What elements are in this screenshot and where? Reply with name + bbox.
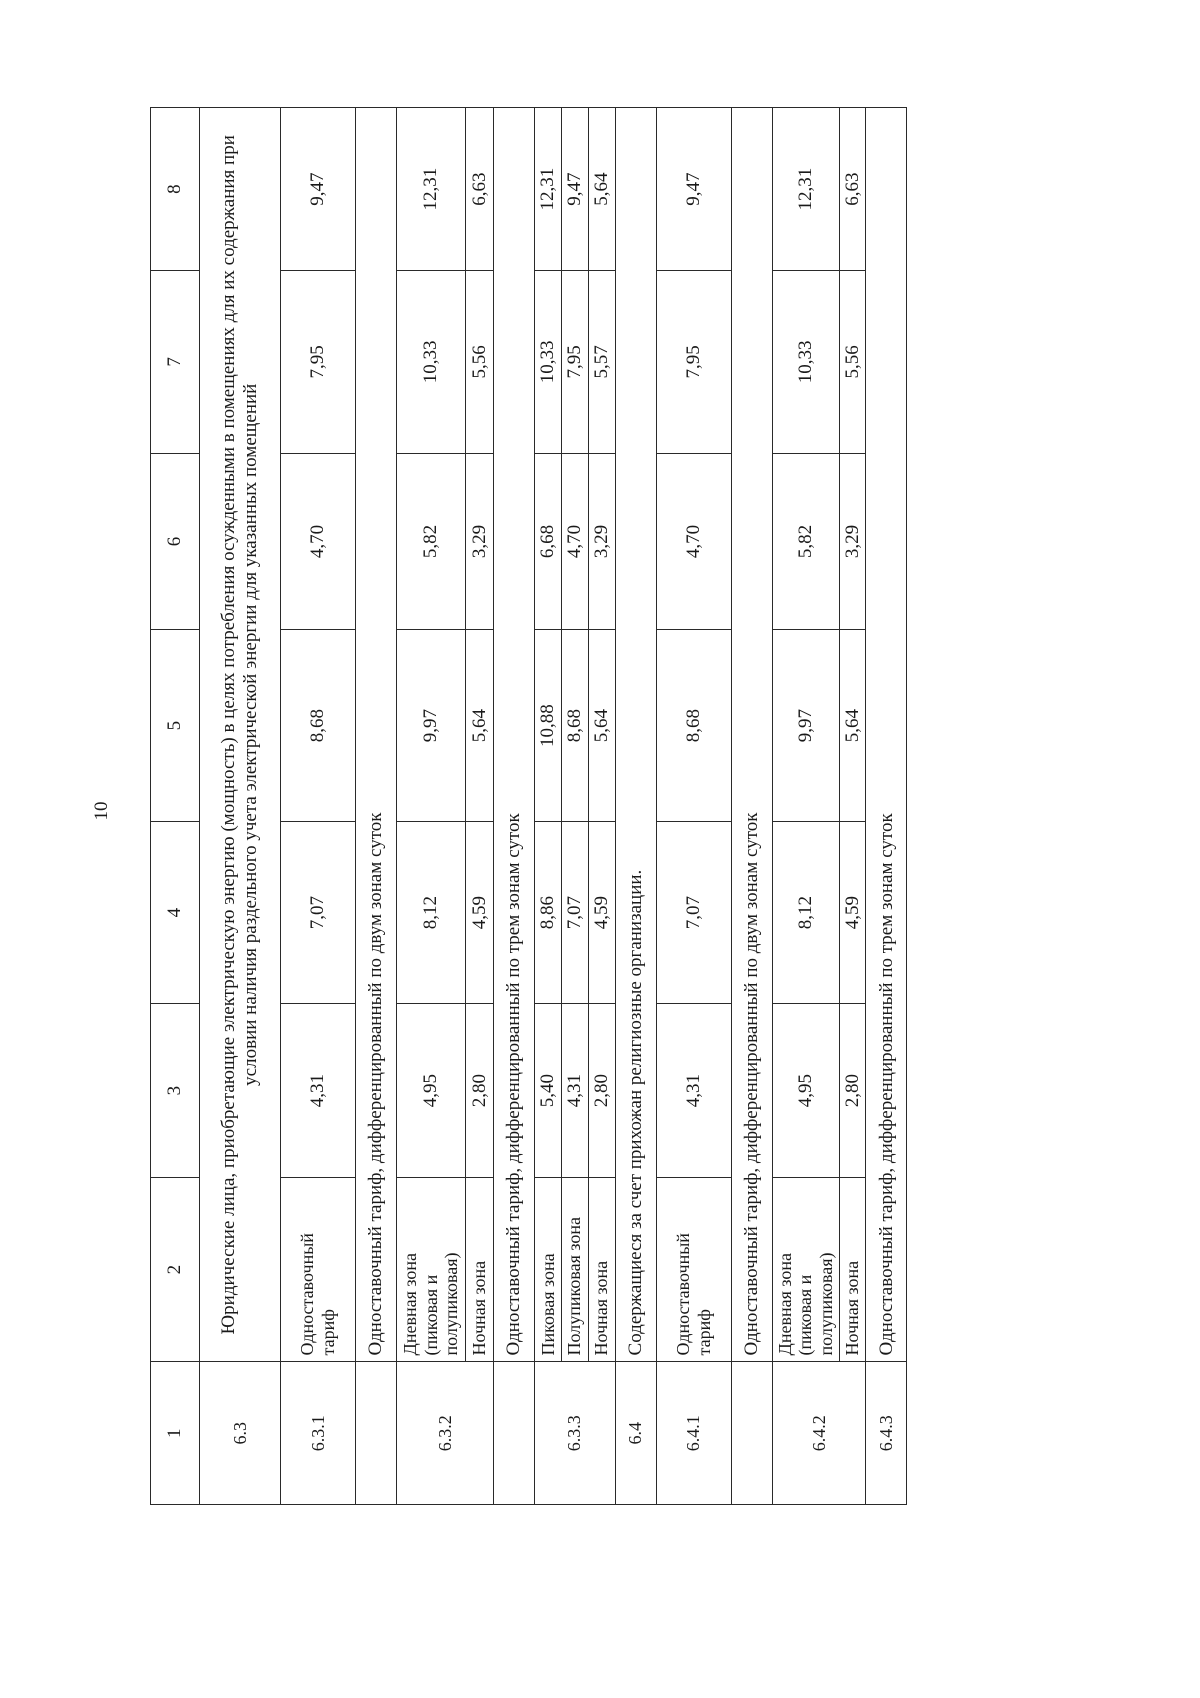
subsection-title-cell: Одноставочный тариф, дифференцированный по трем зонам суток — [866, 108, 907, 1362]
tariff-value-cell: 6,68 — [535, 453, 562, 630]
tariff-value-cell: 6,63 — [839, 108, 866, 271]
tariff-value-cell: 10,88 — [535, 630, 562, 822]
tariff-value-cell: 9,97 — [772, 630, 839, 822]
tariff-value-cell: 12,31 — [535, 108, 562, 271]
tariff-value-cell: 4,95 — [397, 1004, 466, 1177]
column-number-cell: 6 — [151, 453, 200, 630]
tariff-name-cell: Одноставочный тариф — [281, 1177, 356, 1362]
tariff-value-cell: 7,95 — [281, 271, 356, 453]
table-row — [281, 108, 356, 1505]
tariff-value-cell: 9,97 — [397, 630, 466, 822]
table-row — [535, 108, 562, 1505]
tariff-value-cell: 9,47 — [656, 108, 731, 271]
table-row — [561, 108, 588, 1505]
column-number-cell: 1 — [151, 1362, 200, 1505]
table-row — [866, 108, 907, 1505]
tariff-value-cell: 10,33 — [772, 271, 839, 453]
page-number: 10 — [91, 801, 112, 821]
column-number-cell: 7 — [151, 271, 200, 453]
table-row — [656, 108, 731, 1505]
column-number-cell: 8 — [151, 108, 200, 271]
tariff-value-cell: 8,68 — [656, 630, 731, 822]
tariff-value-cell: 4,31 — [281, 1004, 356, 1177]
tariff-value-cell: 8,12 — [772, 821, 839, 1003]
tariff-name-cell: Ночная зона — [839, 1177, 866, 1362]
tariff-value-cell: 12,31 — [772, 108, 839, 271]
row-code-cell: 6.4.2 — [772, 1362, 866, 1505]
table-row — [839, 108, 866, 1505]
tariff-value-cell: 7,95 — [656, 271, 731, 453]
section-title-cell: Юридические лица, приобретающие электрическую энергию (мощность) в целях потребления осужденными в помещениях для их содержания при условии наличия раздельного учета электрической энергии для указанных помещений — [200, 108, 281, 1362]
tariff-name-cell: Дневная зона (пиковая и полупиковая) — [397, 1177, 466, 1362]
column-number-cell: 4 — [151, 821, 200, 1003]
table-header-row — [151, 108, 200, 1505]
tariff-name-cell: Одноставочный тариф — [656, 1177, 731, 1362]
tariff-value-cell: 2,80 — [839, 1004, 866, 1177]
subsection-title-cell: Одноставочный тариф, дифференцированный по двум зонам суток — [356, 108, 397, 1362]
tariff-name-cell: Полупиковая зона — [561, 1177, 588, 1362]
tariff-value-cell: 5,57 — [588, 271, 615, 453]
tariff-value-cell: 4,59 — [588, 821, 615, 1003]
tariff-value-cell: 7,95 — [561, 271, 588, 453]
table-row — [494, 108, 535, 1505]
tariff-name-cell: Дневная зона (пиковая и полупиковая) — [772, 1177, 839, 1362]
tariff-value-cell: 3,29 — [588, 453, 615, 630]
tariff-value-cell: 8,12 — [397, 821, 466, 1003]
tariff-value-cell: 4,59 — [839, 821, 866, 1003]
tariff-value-cell: 5,56 — [839, 271, 866, 453]
tariff-value-cell: 5,64 — [839, 630, 866, 822]
tariff-value-cell: 6,63 — [466, 108, 494, 271]
tariff-value-cell: 4,70 — [561, 453, 588, 630]
table-row — [466, 108, 494, 1505]
tariff-value-cell: 4,95 — [772, 1004, 839, 1177]
row-code-cell — [731, 1362, 772, 1505]
section-title-cell: Содержащиеся за счет прихожан религиозные организации. — [615, 108, 656, 1362]
tariff-value-cell: 12,31 — [397, 108, 466, 271]
row-code-cell: 6.4 — [615, 1362, 656, 1505]
tariff-value-cell: 7,07 — [561, 821, 588, 1003]
tariff-value-cell: 5,82 — [772, 453, 839, 630]
tariff-value-cell: 3,29 — [839, 453, 866, 630]
row-code-cell: 6.4.1 — [656, 1362, 731, 1505]
subsection-title-cell: Одноставочный тариф, дифференцированный по двум зонам суток — [731, 108, 772, 1362]
tariff-value-cell: 2,80 — [466, 1004, 494, 1177]
tariff-value-cell: 9,47 — [561, 108, 588, 271]
tariff-value-cell: 7,07 — [656, 821, 731, 1003]
tariff-value-cell: 3,29 — [466, 453, 494, 630]
tariff-value-cell: 5,40 — [535, 1004, 562, 1177]
table-row — [397, 108, 466, 1505]
row-code-cell: 6.3.2 — [397, 1362, 494, 1505]
table-row — [356, 108, 397, 1505]
tariff-name-cell: Пиковая зона — [535, 1177, 562, 1362]
tariff-value-cell: 5,64 — [466, 630, 494, 822]
column-number-cell: 2 — [151, 1177, 200, 1362]
table-row — [588, 108, 615, 1505]
tariff-value-cell: 5,64 — [588, 108, 615, 271]
tariff-value-cell: 9,47 — [281, 108, 356, 271]
table-row — [200, 108, 281, 1505]
row-code-cell: 6.3 — [200, 1362, 281, 1505]
tariff-value-cell: 8,68 — [281, 630, 356, 822]
tariff-value-cell: 5,64 — [588, 630, 615, 822]
tariff-value-cell: 10,33 — [397, 271, 466, 453]
tariff-value-cell: 4,31 — [561, 1004, 588, 1177]
row-code-cell: 6.4.3 — [866, 1362, 907, 1505]
tariff-value-cell: 8,86 — [535, 821, 562, 1003]
tariff-value-cell: 4,59 — [466, 821, 494, 1003]
column-number-cell: 5 — [151, 630, 200, 822]
tariff-value-cell: 5,82 — [397, 453, 466, 630]
tariff-value-cell: 5,56 — [466, 271, 494, 453]
table-row — [615, 108, 656, 1505]
tariff-name-cell: Ночная зона — [588, 1177, 615, 1362]
subsection-title-cell: Одноставочный тариф, дифференцированный по трем зонам суток — [494, 108, 535, 1362]
tariff-value-cell: 10,33 — [535, 271, 562, 453]
column-number-cell: 3 — [151, 1004, 200, 1177]
tariff-value-cell: 4,70 — [281, 453, 356, 630]
row-code-cell: 6.3.1 — [281, 1362, 356, 1505]
row-code-cell: 6.3.3 — [535, 1362, 616, 1505]
tariff-value-cell: 7,07 — [281, 821, 356, 1003]
row-code-cell — [356, 1362, 397, 1505]
row-code-cell — [494, 1362, 535, 1505]
tariff-value-cell: 4,70 — [656, 453, 731, 630]
tariff-name-cell: Ночная зона — [466, 1177, 494, 1362]
tariff-value-cell: 2,80 — [588, 1004, 615, 1177]
table-row — [772, 108, 839, 1505]
tariff-value-cell: 8,68 — [561, 630, 588, 822]
tariff-table — [150, 107, 907, 1505]
tariff-table-rotated — [150, 107, 1030, 1505]
tariff-value-cell: 4,31 — [656, 1004, 731, 1177]
table-row — [731, 108, 772, 1505]
